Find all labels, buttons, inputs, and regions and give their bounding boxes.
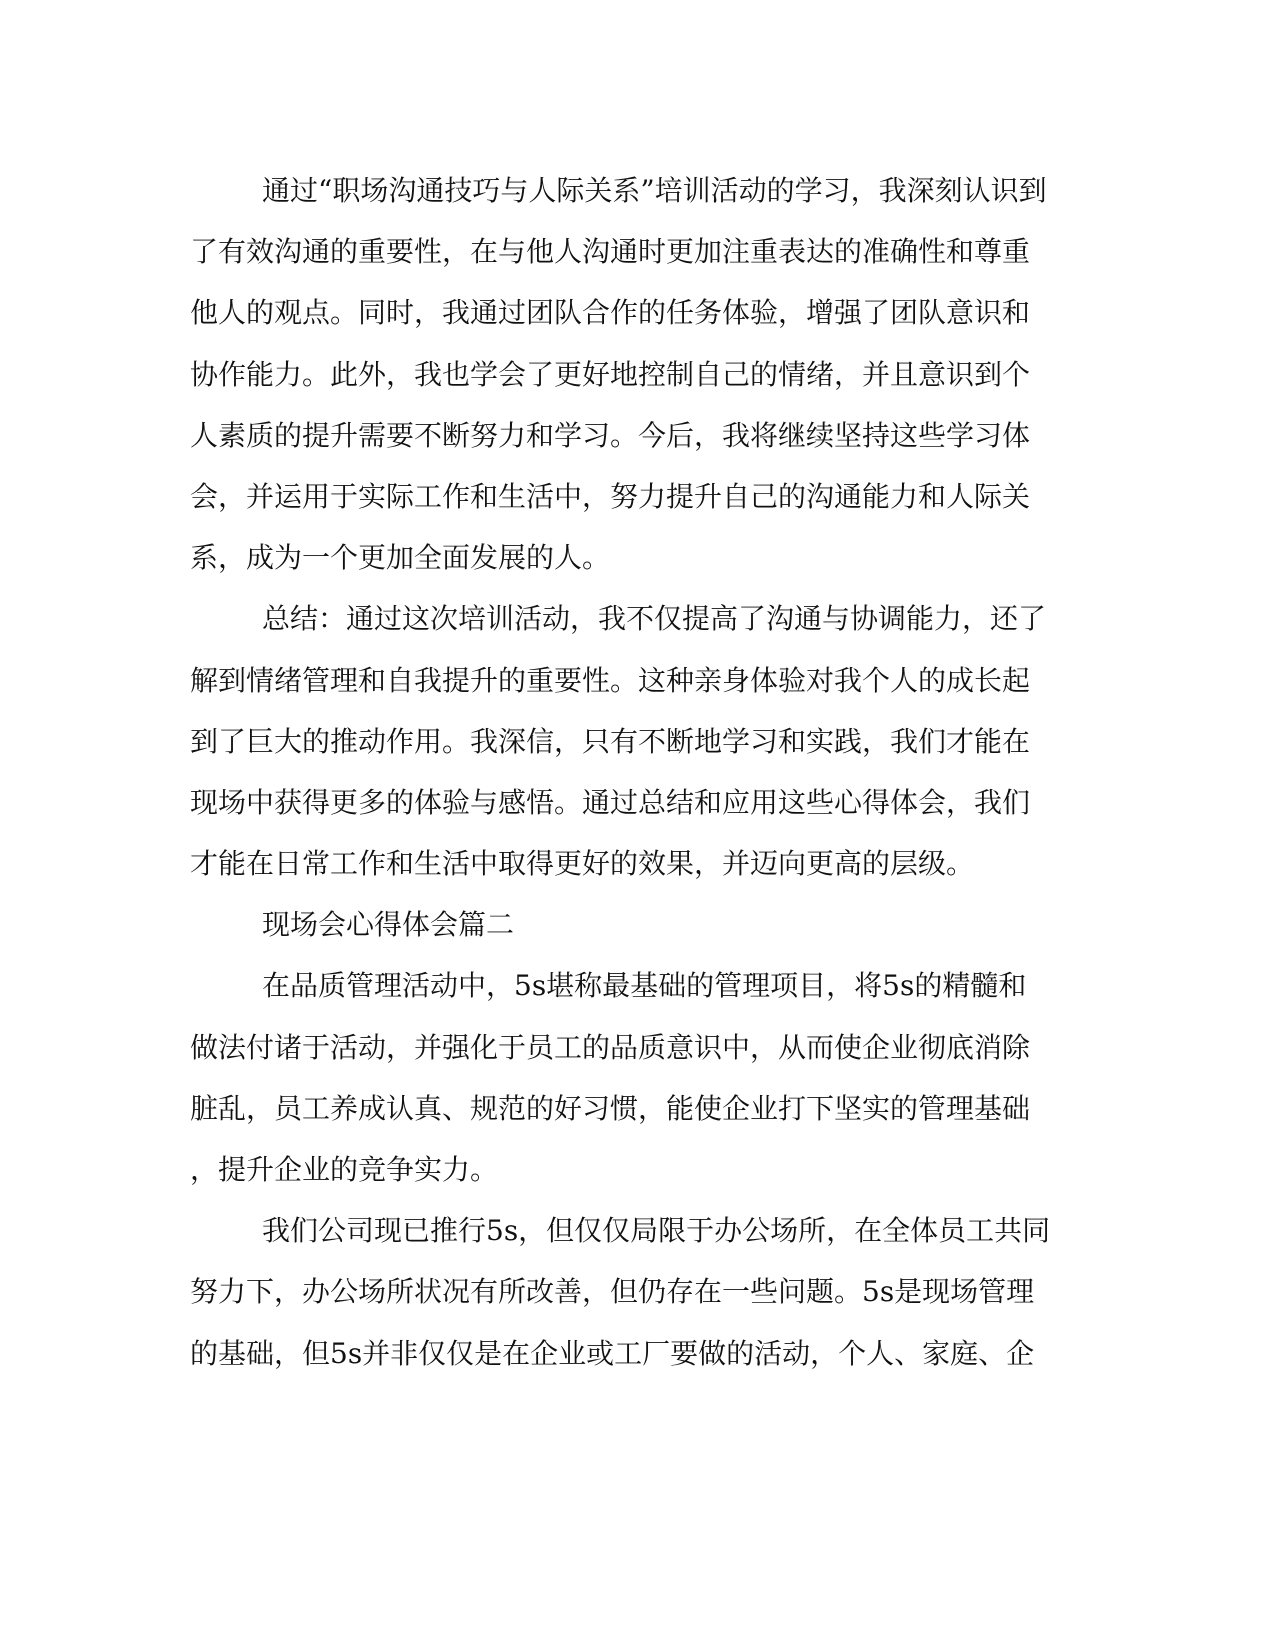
text-line: 的基础，但5s并非仅仅是在企业或工厂要做的活动，个人、家庭、企	[190, 1336, 1035, 1370]
text-line: 现场中获得更多的体验与感悟。通过总结和应用这些心得体会，我们	[190, 785, 1031, 819]
text-line: 我们公司现已推行5s，但仅仅局限于办公场所，在全体员工共同	[262, 1214, 1051, 1248]
text-line: ，提升企业的竞争实力。	[190, 1153, 499, 1186]
section-heading: 现场会心得体会篇二	[262, 908, 515, 942]
paragraph-5s-quality	[190, 955, 1090, 1200]
text-line: 会，并运用于实际工作和生活中，努力提升自己的沟通能力和人际关	[190, 479, 1031, 513]
text-line: 脏乱，员工养成认真、规范的好习惯，能使企业打下坚实的管理基础	[190, 1091, 1031, 1125]
text-line: 他人的观点。同时，我通过团队合作的任务体验，增强了团队意识和	[190, 296, 1031, 330]
text-line: 才能在日常工作和生活中取得更好的效果，并迈向更高的层级。	[190, 847, 975, 881]
text-line: 努力下，办公场所状况有所改善，但仍存在一些问题。5s是现场管理	[190, 1275, 1035, 1309]
text-line: 到了巨大的推动作用。我深信，只有不断地学习和实践，我们才能在	[190, 724, 1031, 758]
document-body	[190, 160, 1090, 1384]
text-line: 做法付诸于活动，并强化于员工的品质意识中，从而使企业彻底消除	[190, 1030, 1031, 1064]
text-line: 在品质管理活动中，5s堪称最基础的管理项目，将5s的精髓和	[262, 969, 1027, 1003]
text-line: 协作能力。此外，我也学会了更好地控制自己的情绪，并且意识到个	[190, 357, 1031, 391]
text-line: 系，成为一个更加全面发展的人。	[190, 541, 611, 575]
text-line: 解到情绪管理和自我提升的重要性。这种亲身体验对我个人的成长起	[190, 663, 1031, 697]
paragraph-5s-company	[190, 1200, 1090, 1384]
paragraph-summary	[190, 588, 1090, 894]
text-line: 了有效沟通的重要性，在与他人沟通时更加注重表达的准确性和尊重	[190, 235, 1031, 269]
text-line: 通过“职场沟通技巧与人际关系”培训活动的学习，我深刻认识到	[262, 174, 1047, 207]
text-line: 总结：通过这次培训活动，我不仅提高了沟通与协调能力，还了	[262, 602, 1047, 636]
paragraph-training-reflection	[190, 160, 1090, 588]
text-line: 人素质的提升需要不断努力和学习。今后，我将继续坚持这些学习体	[190, 418, 1031, 452]
